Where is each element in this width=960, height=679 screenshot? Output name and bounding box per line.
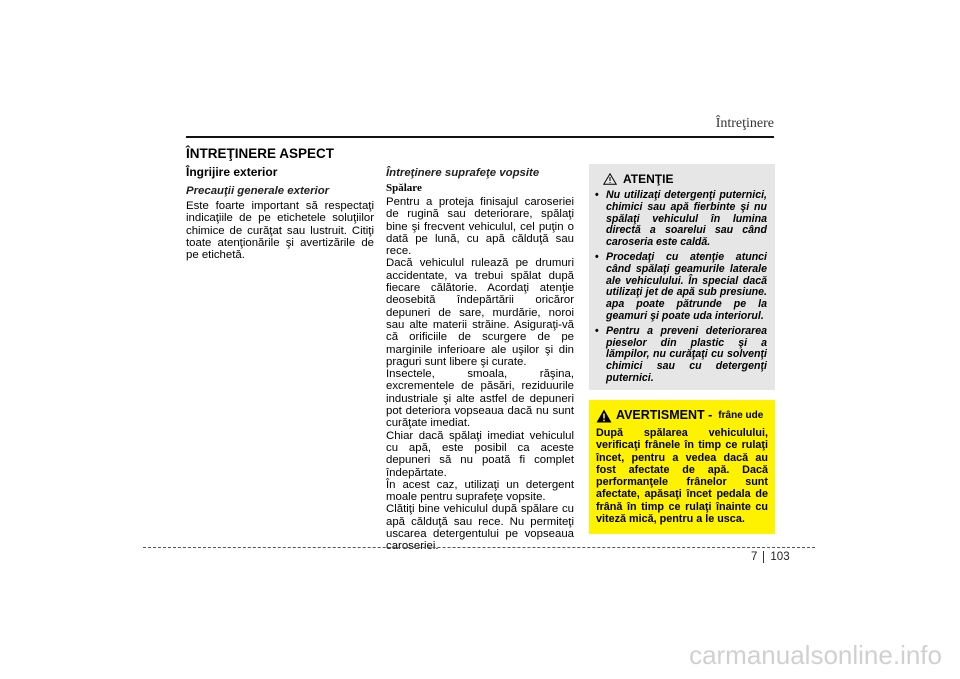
page-number [751, 551, 790, 563]
chapter-number: 7 [751, 551, 764, 563]
body-paragraph: Insectele, smoala, răşina, excrementele de păsări, reziduurile industriale şi alte astfel de depuneri pot deteriora vopseaua dacă nu sunt curăţate imediat. [386, 368, 574, 430]
warning-text: După spălarea vehiculului, verificaţi frânele în timp ce rulaţi încet, pentru a vedea dacă au fost afectate de apă. Dacă performanţele frânelor sunt afectate, apăsaţi încet pedala de frână în timp ce rulaţi înainte cu viteză mică, pentru a le usca. [596, 427, 768, 526]
caution-box [589, 164, 775, 390]
bullet-icon: • [595, 250, 599, 263]
warning-subtitle: frâne ude [718, 410, 764, 421]
caution-item: • Pentru a preveni deteriorarea pieselor din plastic şi a lămpilor, nu curăţaţi cu solvenţi chimici sau cu detergenţi puternici. [595, 324, 767, 384]
caution-title: ATENŢIE [623, 172, 674, 186]
section-title: Întreţinere [715, 116, 774, 131]
footer-rule [143, 547, 815, 548]
warning-triangle-icon [603, 173, 617, 185]
body-paragraph: Dacă vehiculul rulează pe drumuri accidentate, va trebui spălat după fiecare călătorie. Acordaţi atenţie deosebită îndepărtării oricăror depuneri de sare, murdărie, noroi sau alte materii străine. Asiguraţi-vă că orificiile de scurgere de pe marginile inferioare ale uşilor şi din praguri sunt libere şi curate. [386, 257, 574, 368]
column-middle [386, 146, 574, 553]
subsection-title: Precauţii generale exterior [186, 185, 330, 197]
body-paragraph: Clătiţi bine vehiculul după spălare cu apă călduţă sau rece. Nu permiteţi uscarea detergentului pe vopseaua caroseriei. [386, 503, 574, 553]
subsection-title: Întreţinere suprafeţe vopsite [386, 167, 540, 179]
warning-title: AVERTISMENT - [616, 408, 713, 422]
caution-item: • Procedaţi cu atenţie atunci când spălaţi geamurile laterale ale vehiculului. În special dacă utilizaţi jet de apă sub presiune. apa poate pătrunde pe la geamuri şi poate uda interiorul. [595, 250, 767, 322]
page-number-value: 103 [770, 551, 790, 563]
body-paragraph: Pentru a proteja finisajul caroseriei de rugină sau deteriorare, spălaţi bine şi frecvent vehiculul, cel puţin o dată pe lună, cu apă călduţă sau rece. [386, 196, 574, 258]
body-paragraph: Chiar dacă spălaţi imediat vehiculul cu apă, este posibil ca aceste depuneri să nu poată fi complet îndepărtate. [386, 429, 574, 479]
bullet-icon: • [595, 189, 599, 201]
caution-item: • Nu utilizaţi detergenţi puternici, chimici sau apă fierbinte şi nu spălaţi vehiculul în lumina directă a soarelui sau când caroseria este caldă. [595, 189, 767, 249]
column-left [186, 146, 374, 261]
subtitle: Îngrijire exterior [186, 165, 278, 179]
body-paragraph: Este foarte important să respectaţi indicaţiile de pe etichetele soluţiilor chimice de curăţat sau lustruit. Citiţi toate atenţionările şi avertizările de pe etichetă. [186, 200, 374, 262]
warning-triangle-icon [596, 409, 612, 423]
page-title: ÎNTREŢINERE ASPECT [186, 146, 335, 161]
washing-heading: Spălare [386, 182, 422, 194]
header-rule [186, 136, 774, 138]
body-paragraph: În acest caz, utilizaţi un detergent moale pentru suprafeţe vopsite. [386, 478, 574, 504]
bullet-icon: • [595, 324, 599, 337]
caution-list [595, 190, 767, 385]
warning-header [596, 408, 768, 423]
warning-box [589, 400, 775, 534]
caution-header [603, 172, 767, 186]
watermark: carmanualsonline.info [689, 640, 942, 670]
